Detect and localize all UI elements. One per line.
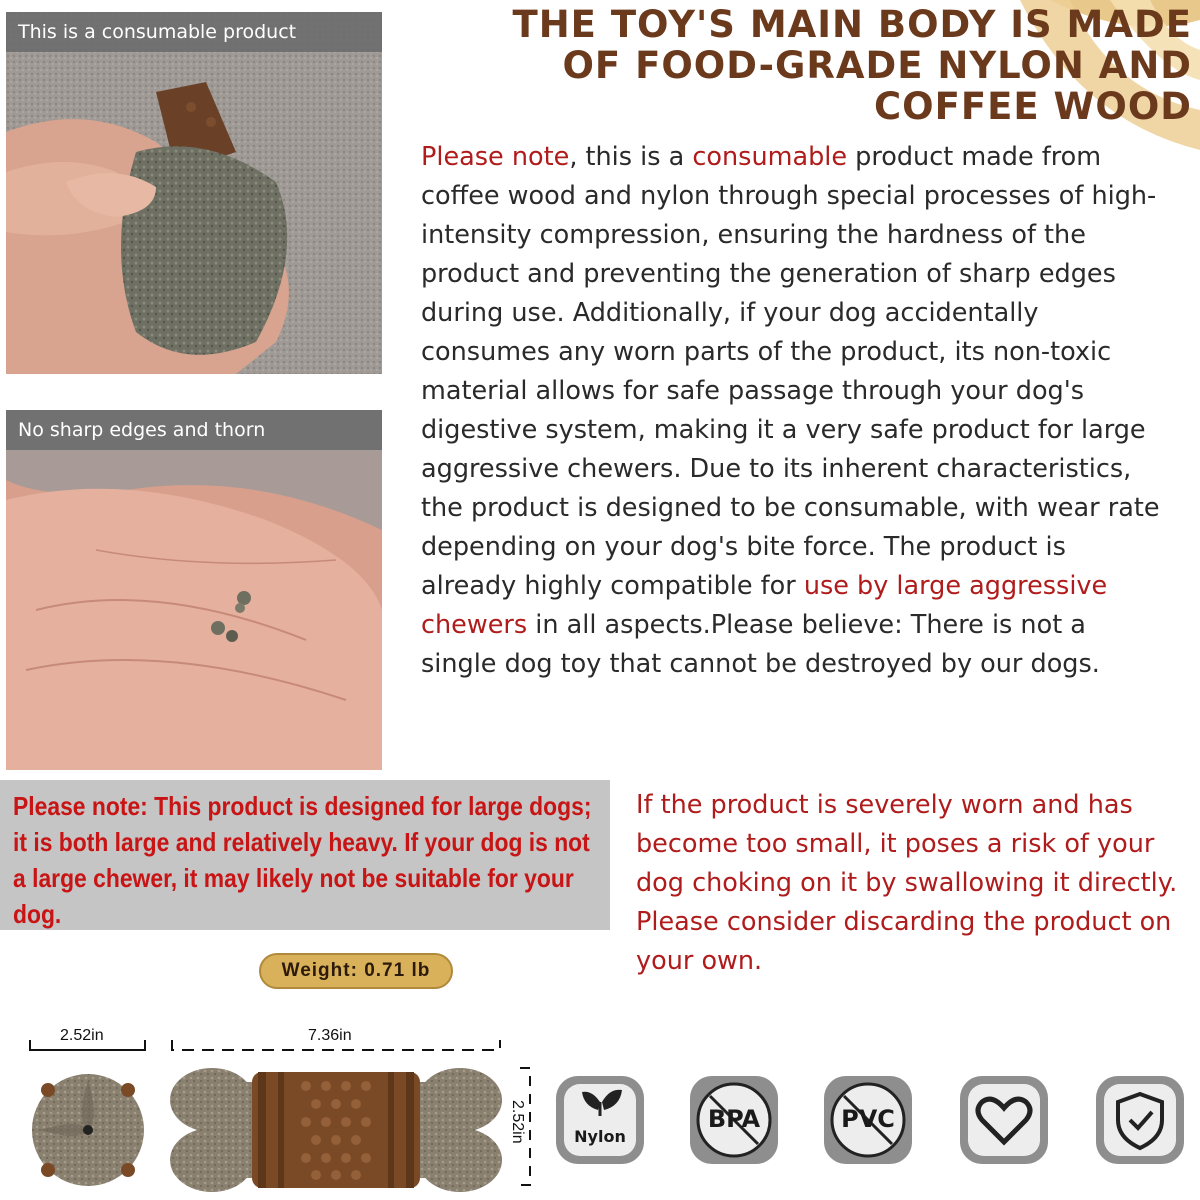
highlight-consumable: consumable [692,142,848,172]
leaf-icon [552,1072,648,1168]
choking-risk-note: If the product is severely worn and has become too small, it poses a risk of your dog choking on it by swallowing it directly. Please consider discarding the product on your own. [636,790,1178,976]
headline-line-1: THE TOY'S MAIN BODY IS MADE [512,3,1192,46]
heart-icon [956,1072,1052,1168]
photo-worn-toy [6,12,382,374]
shield-check-icon [1092,1072,1188,1168]
badge-label: BPA [707,1105,761,1133]
description-paragraph [421,138,1161,684]
badge-label: Nylon [574,1127,626,1146]
headline-line-2: OF FOOD-GRADE NYLON AND [562,44,1192,87]
dimension-end-width: 2.52in [60,1027,104,1044]
large-dog-note-text: Please note: This product is designed for large dogs; it is both large and relatively heavy. If your dog is not a large chewer, it may likely not be suitable for your dog. [13,791,592,929]
worn-toy-image [6,12,382,374]
body-text-2: product made from coffee wood and nylon through special processes of high-intensity compression, ensuring the hardness of the product and preventing the generation of sharp edges during use. Additionally, if your dog accidentally consumes any worn parts of the product, its non-toxic material allows for safe passage through your dog's digestive system, making it a very safe product for large aggressive chewers. Due to its inherent characteristics, the product is designed to be consumable, with wear rate depending on your dog's bite force. The product is already highly compatible for [421,142,1160,601]
dimension-length: 7.36in [308,1027,352,1044]
toy-end-view [32,1074,144,1186]
headline [440,4,1192,127]
badge-shield [1092,1072,1188,1168]
toy-side-view [170,1068,502,1192]
body-text-3: in all aspects.Please believe: There is not a single dog toy that cannot be destroyed by our dogs. [421,610,1100,679]
photo-palm-fragments [6,410,382,770]
highlight-please-note: Please note [421,142,570,172]
dimension-height: 2.52in [509,1100,526,1144]
badge-no-bpa [686,1072,782,1168]
palm-fragments-image [6,410,382,770]
badge-nylon [552,1072,648,1168]
weight-badge: Weight: 0.71 lb [259,953,453,989]
body-text-1: , this is a [569,142,693,172]
photo-caption: No sharp edges and thorn [6,410,382,450]
product-illustration [0,1020,560,1200]
badge-label: PVC [841,1105,895,1133]
photo-caption: This is a consumable product [6,12,382,52]
large-dog-note-box [0,780,610,930]
badge-heart [956,1072,1052,1168]
highlight-use-by: use by large aggressive chewers [421,571,1108,640]
headline-line-3: COFFEE WOOD [873,85,1192,128]
badge-no-pvc [820,1072,916,1168]
